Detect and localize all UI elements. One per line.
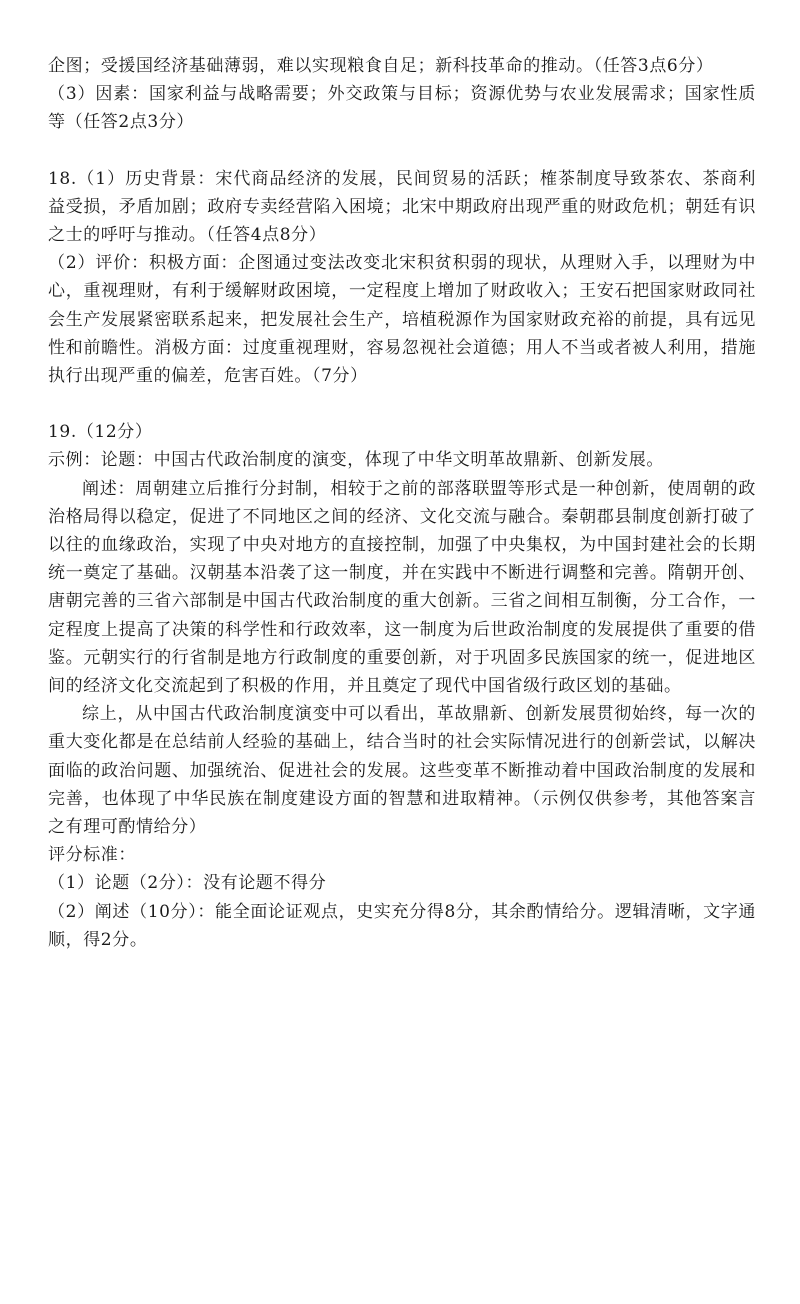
q19-body-paragraph-2: 综上，从中国古代政治制度演变中可以看出，革故鼎新、创新发展贯彻始终，每一次的重大变化都是在总结前人经验的基础上，结合当时的社会实际情况进行的创新尝试，以解决面临的政治问题、加强统治、促进社会的发展。这些变革不断推动着中国政治制度的发展和完善，也体现了中华民族在制度建设方面的智慧和进取精神。（示例仅供参考，其他答案言之有理可酌情给分） [48, 704, 756, 838]
q19-scoring-item-1: （1）论题（2分）：没有论题不得分 [48, 873, 327, 894]
q18-part2: （2）评价：积极方面：企图通过变法改变北宋积贫积弱的现状，从理财入手，以理财为中心，重视理财，有利于缓解财政困境，一定程度上增加了财政收入；王安石把国家财政同社会生产发展紧密联系起来，把发展社会生产，培植税源作为国家财政充裕的前提，具有远见性和前瞻性。消极方面：过度重视理财，容易忽视社会道德；用人不当或者被人利用，措施执行出现严重的偏差，危害百姓。（7分） [48, 253, 756, 387]
q17-line-continuation: 企图；受援国经济基础薄弱，难以实现粮食自足；新科技革命的推动。（任答3点6分） [48, 56, 714, 76]
q19-scoring-item-2: （2）阐述（10分）：能全面论证观点，史实充分得8分，其余酌情给分。逻辑清晰，文字通顺，得2分。 [48, 901, 756, 950]
q19-header: 19.（12分） [48, 422, 153, 443]
q18-part1: 18.（1）历史背景：宋代商品经济的发展，民间贸易的活跃；榷茶制度导致茶农、茶商利益受损，矛盾加剧；政府专卖经营陷入困境；北宋中期政府出现严重的财政危机；朝廷有识之士的呼吁与推动。（任答4点8分） [48, 168, 756, 246]
q19-body-paragraph-1: 阐述：周朝建立后推行分封制，相较于之前的部落联盟等形式是一种创新，使周朝的政治格局得以稳定，促进了不同地区之间的经济、文化交流与融合。秦朝郡县制度创新打破了以往的血缘政治，实现了中央对地方的直接控制，加强了中央集权，为中国封建社会的长期统一奠定了基础。汉朝基本沿袭了这一制度，并在实践中不断进行调整和完善。隋朝开创、唐朝完善的三省六部制是中国古代政治制度的重大创新。三省之间相互制衡，分工合作，一定程度上提高了决策的科学性和行政效率，这一制度为后世政治制度的发展提供了重要的借鉴。元朝实行的行省制是地方行政制度的重要创新，对于巩固多民族国家的统一，促进地区间的经济文化交流起到了积极的作用，并且奠定了现代中国省级行政区划的基础。 [48, 478, 756, 697]
q19-example-thesis: 示例：论题：中国古代政治制度的演变，体现了中华文明革故鼎新、创新发展。 [48, 450, 664, 471]
spacer [48, 390, 756, 418]
spacer [48, 137, 756, 165]
answer-key-page [48, 52, 756, 954]
q19-scoring-title: 评分标准： [48, 845, 136, 866]
q17-part3: （3）因素：国家利益与战略需要；外交政策与目标；资源优势与农业发展需求；国家性质等（任答2点3分） [48, 84, 756, 133]
